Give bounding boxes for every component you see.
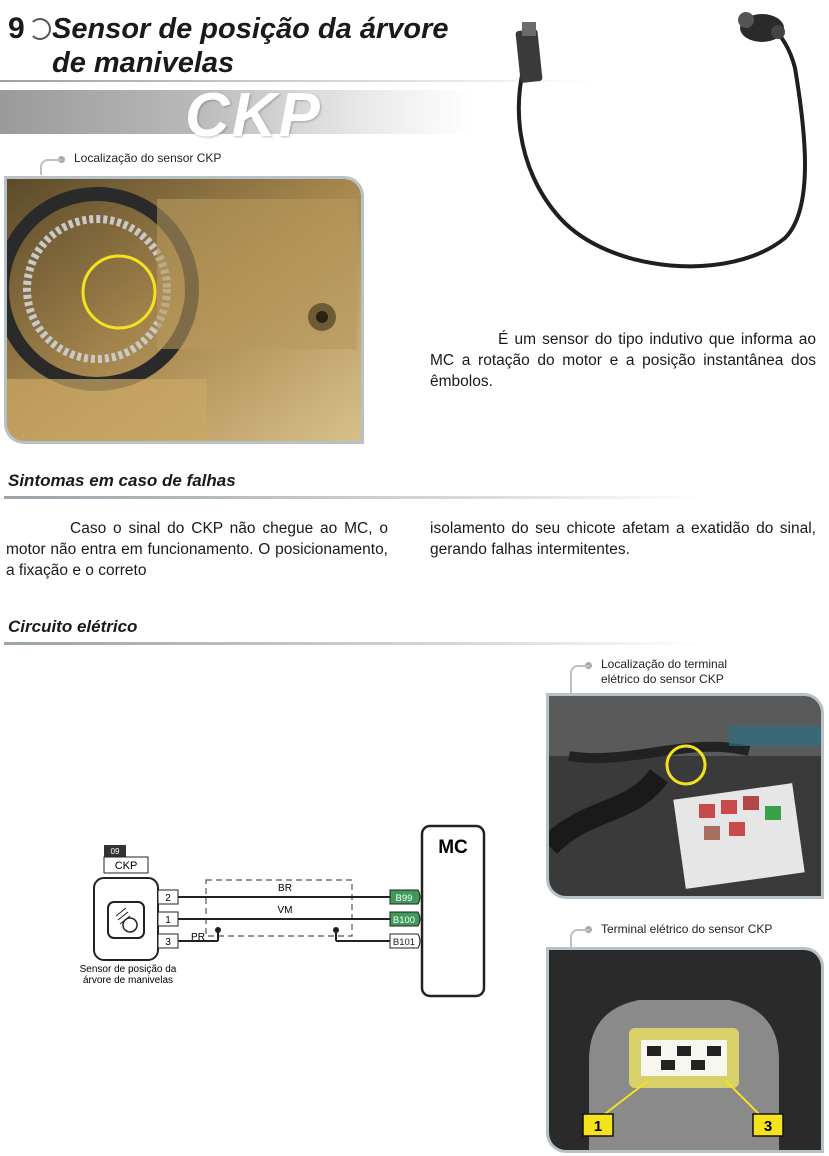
pin-callout-1: 1 xyxy=(593,1118,603,1135)
wire-color-label: VM xyxy=(277,905,293,916)
engine-photo xyxy=(4,176,364,444)
wire-color-label: BR xyxy=(278,883,292,894)
symptoms-heading: Sintomas em caso de falhas xyxy=(8,471,236,490)
terminal-closeup-photo xyxy=(546,947,824,1153)
page-title xyxy=(52,12,448,80)
symptoms-col2: isolamento do seu chicote afetam a exatidão do sinal, gerando falhas intermitentes. xyxy=(430,520,816,558)
component-desc-line2: árvore de manivelas xyxy=(82,975,174,986)
chapter-number: 9 xyxy=(8,12,25,45)
description-paragraph: É um sensor do tipo indutivo que informa ao MC a rotação do motor e a posição instantânea dos êmbolos. xyxy=(430,331,816,390)
chapter-arc-icon xyxy=(29,18,51,40)
module-label: MC xyxy=(438,837,468,858)
photo-terminal-location-caption: Localização do terminal elétrico do sensor CKP xyxy=(601,657,728,686)
photo-terminal-caption: Terminal elétrico do sensor CKP xyxy=(601,922,773,936)
pin-label: 3 xyxy=(165,937,171,948)
sensor-cable-image xyxy=(500,8,820,298)
component-code: 09 xyxy=(110,847,120,856)
caption-connector xyxy=(40,159,62,175)
page-title-line2: de manivelas xyxy=(52,47,235,79)
terminal-label: B101 xyxy=(392,937,416,948)
wire-color-label: PR xyxy=(191,932,205,943)
terminal-label: B99 xyxy=(395,893,413,904)
terminal-location-photo xyxy=(546,693,824,899)
circuit-heading: Circuito elétrico xyxy=(8,617,138,636)
acronym-banner-text: CKP xyxy=(185,81,322,150)
symptoms-rule xyxy=(4,496,704,499)
component-desc-line1: Sensor de posição da xyxy=(79,964,177,975)
component-name: CKP xyxy=(114,860,138,872)
circuit-diagram xyxy=(60,820,500,1010)
page-title-line1: Sensor de posição da árvore xyxy=(52,13,449,45)
pin-callout-3: 3 xyxy=(763,1118,773,1135)
terminal-label: B100 xyxy=(392,915,416,926)
pin-label: 2 xyxy=(165,893,171,904)
caption-connector xyxy=(570,665,590,693)
circuit-rule xyxy=(4,642,704,645)
pin-label: 1 xyxy=(165,915,171,926)
photo-location-caption: Localização do sensor CKP xyxy=(74,151,222,165)
symptoms-col1: Caso o sinal do CKP não chegue ao MC, o motor não entra em funcionamento. O posicionamento, a fixação e o correto xyxy=(6,520,388,579)
